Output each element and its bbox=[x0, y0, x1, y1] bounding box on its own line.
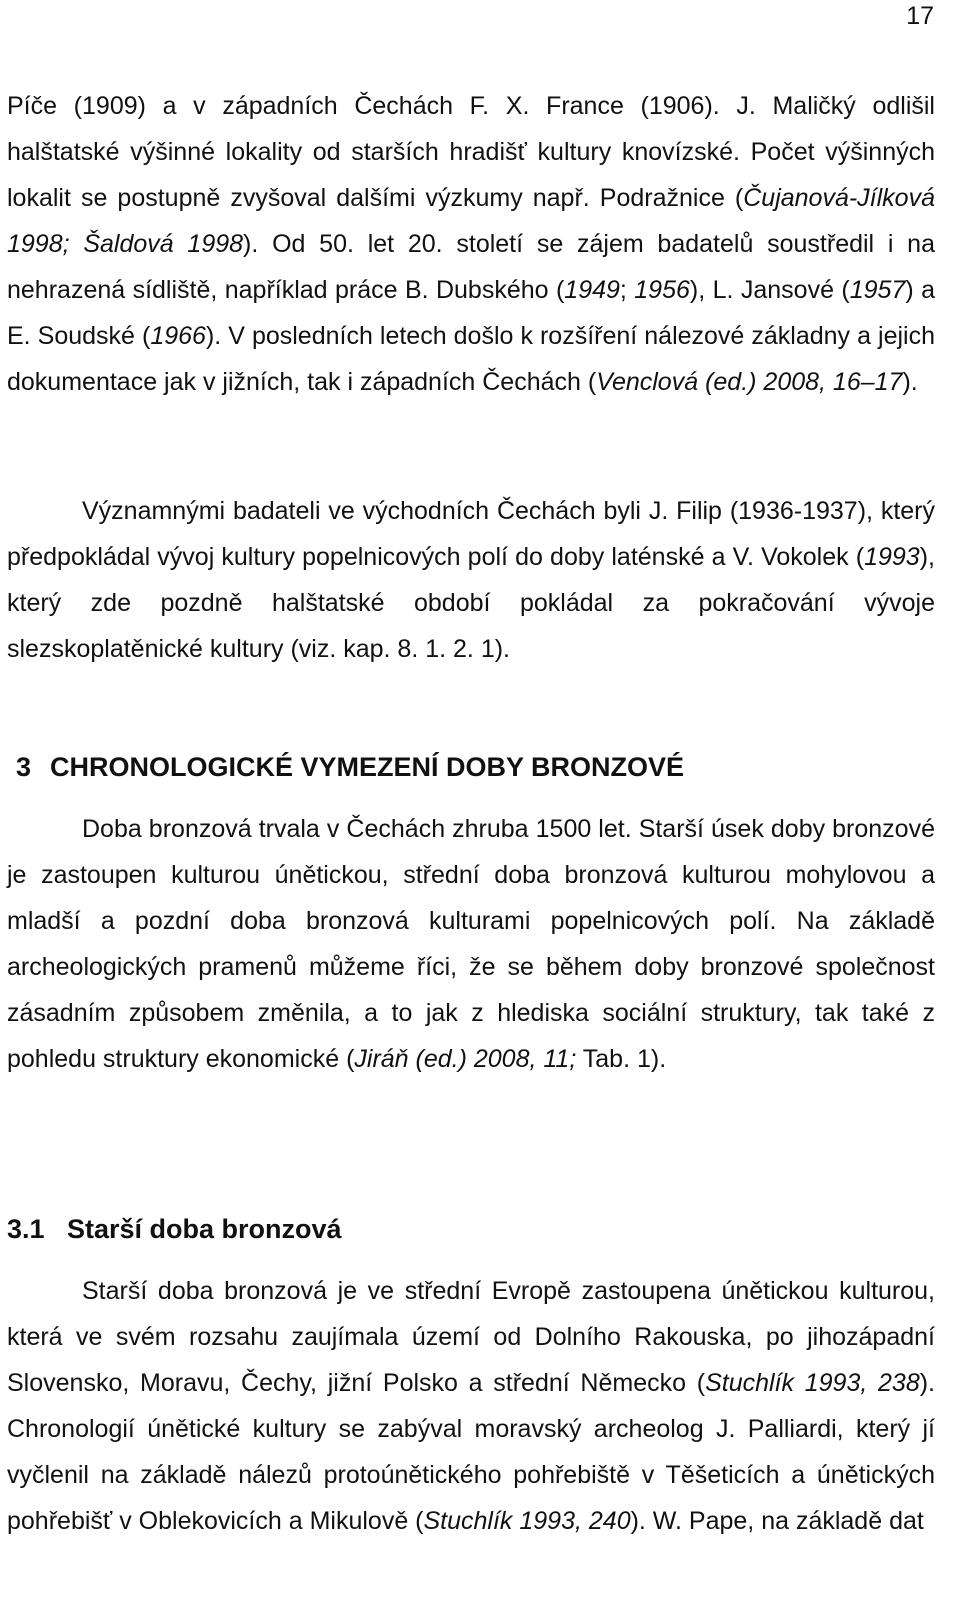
body-text: ). bbox=[902, 368, 918, 396]
citation-text: 1949 bbox=[564, 276, 620, 304]
body-text: ; bbox=[619, 276, 635, 304]
body-text: Píče (1909) a v západních Čechách F. X. France (1906). J. Maličký odlišil halštatské výšinné lokality od starších hradišť kultury knovízské. Počet výšinných lokalit se postupně zvyšoval dalšími výzkumy např. Podražnice ( bbox=[7, 92, 935, 212]
section-heading bbox=[7, 1214, 342, 1245]
body-text: ). Chronologií únětické kultury se zabýval moravský archeolog J. Palliardi, který jí vyčlenil na základě nálezů protoúnětického pohřebiště v Těšeticích a únětických pohřebišť v Oblekovicích a Mikulově ( bbox=[7, 1369, 936, 1535]
page-number: 17 bbox=[906, 2, 934, 30]
paragraph-east-bohemia bbox=[7, 488, 935, 672]
paragraph-bronze-age bbox=[7, 806, 935, 1082]
body-text: ), který zde pozdně halštatské období pokládal za pokračování vývoje slezskoplatěnické kultury (viz. kap. 8. 1. 2. 1). bbox=[7, 543, 935, 663]
citation-text: 1957 bbox=[849, 276, 906, 304]
body-text: ) a E. Soudské ( bbox=[7, 276, 935, 350]
citation-text: 1956 bbox=[634, 276, 690, 304]
body-text: Významnými badateli ve východních Čechách byli J. Filip (1936-1937), který předpokládal vývoj kultury popelnicových polí do doby laténské a V. Vokolek ( bbox=[7, 497, 935, 571]
paragraph-intro bbox=[7, 83, 935, 405]
citation-text: 1966 bbox=[150, 322, 206, 350]
citation-text: Čujanová-Jílková 1998; Šaldová 1998 bbox=[7, 184, 935, 258]
citation-text: Jiráň (ed.) 2008, 11; bbox=[354, 1045, 577, 1073]
chapter-number: 3 bbox=[16, 752, 32, 782]
chapter-heading bbox=[16, 752, 684, 783]
section-number: 3.1 bbox=[7, 1214, 45, 1244]
body-text: ). Od 50. let 20. století se zájem badatelů soustředil i na nehrazená sídliště, například práce B. Dubského ( bbox=[7, 230, 935, 304]
paragraph-early-bronze-age bbox=[7, 1268, 935, 1544]
body-text: ). W. Pape, na základě dat bbox=[630, 1507, 924, 1535]
citation-text: Venclová (ed.) 2008, 16–17 bbox=[596, 368, 903, 396]
citation-text: Stuchlík 1993, 238 bbox=[705, 1369, 920, 1397]
body-text: Tab. 1). bbox=[576, 1045, 667, 1073]
body-text: ), L. Jansové ( bbox=[689, 276, 850, 304]
section-title: Starší doba bronzová bbox=[67, 1214, 342, 1244]
citation-text: Stuchlík 1993, 240 bbox=[423, 1507, 631, 1535]
body-text: ). V posledních letech došlo k rozšíření nálezové základny a jejich dokumentace jak v jižních, tak i západních Čechách ( bbox=[7, 322, 935, 396]
body-text: Starší doba bronzová je ve střední Evropě zastoupena únětickou kulturou, která ve svém rozsahu zaujímala území od Dolního Rakouska, po jihozápadní Slovensko, Moravu, Čechy, jižní Polsko a střední Německo ( bbox=[7, 1277, 935, 1397]
body-text: Doba bronzová trvala v Čechách zhruba 1500 let. Starší úsek doby bronzové je zastoupen kulturou únětickou, střední doba bronzová kulturou mohylovou a mladší a pozdní doba bronzová kulturami popelnicových polí. Na základě archeologických pramenů můžeme říci, že se během doby bronzové společnost zásadním způsobem změnila, a to jak z hlediska sociální struktury, tak také z pohledu struktury ekonomické ( bbox=[7, 815, 935, 1073]
chapter-title: CHRONOLOGICKÉ VYMEZENÍ DOBY BRONZOVÉ bbox=[50, 752, 685, 782]
citation-text: 1993 bbox=[864, 543, 920, 571]
